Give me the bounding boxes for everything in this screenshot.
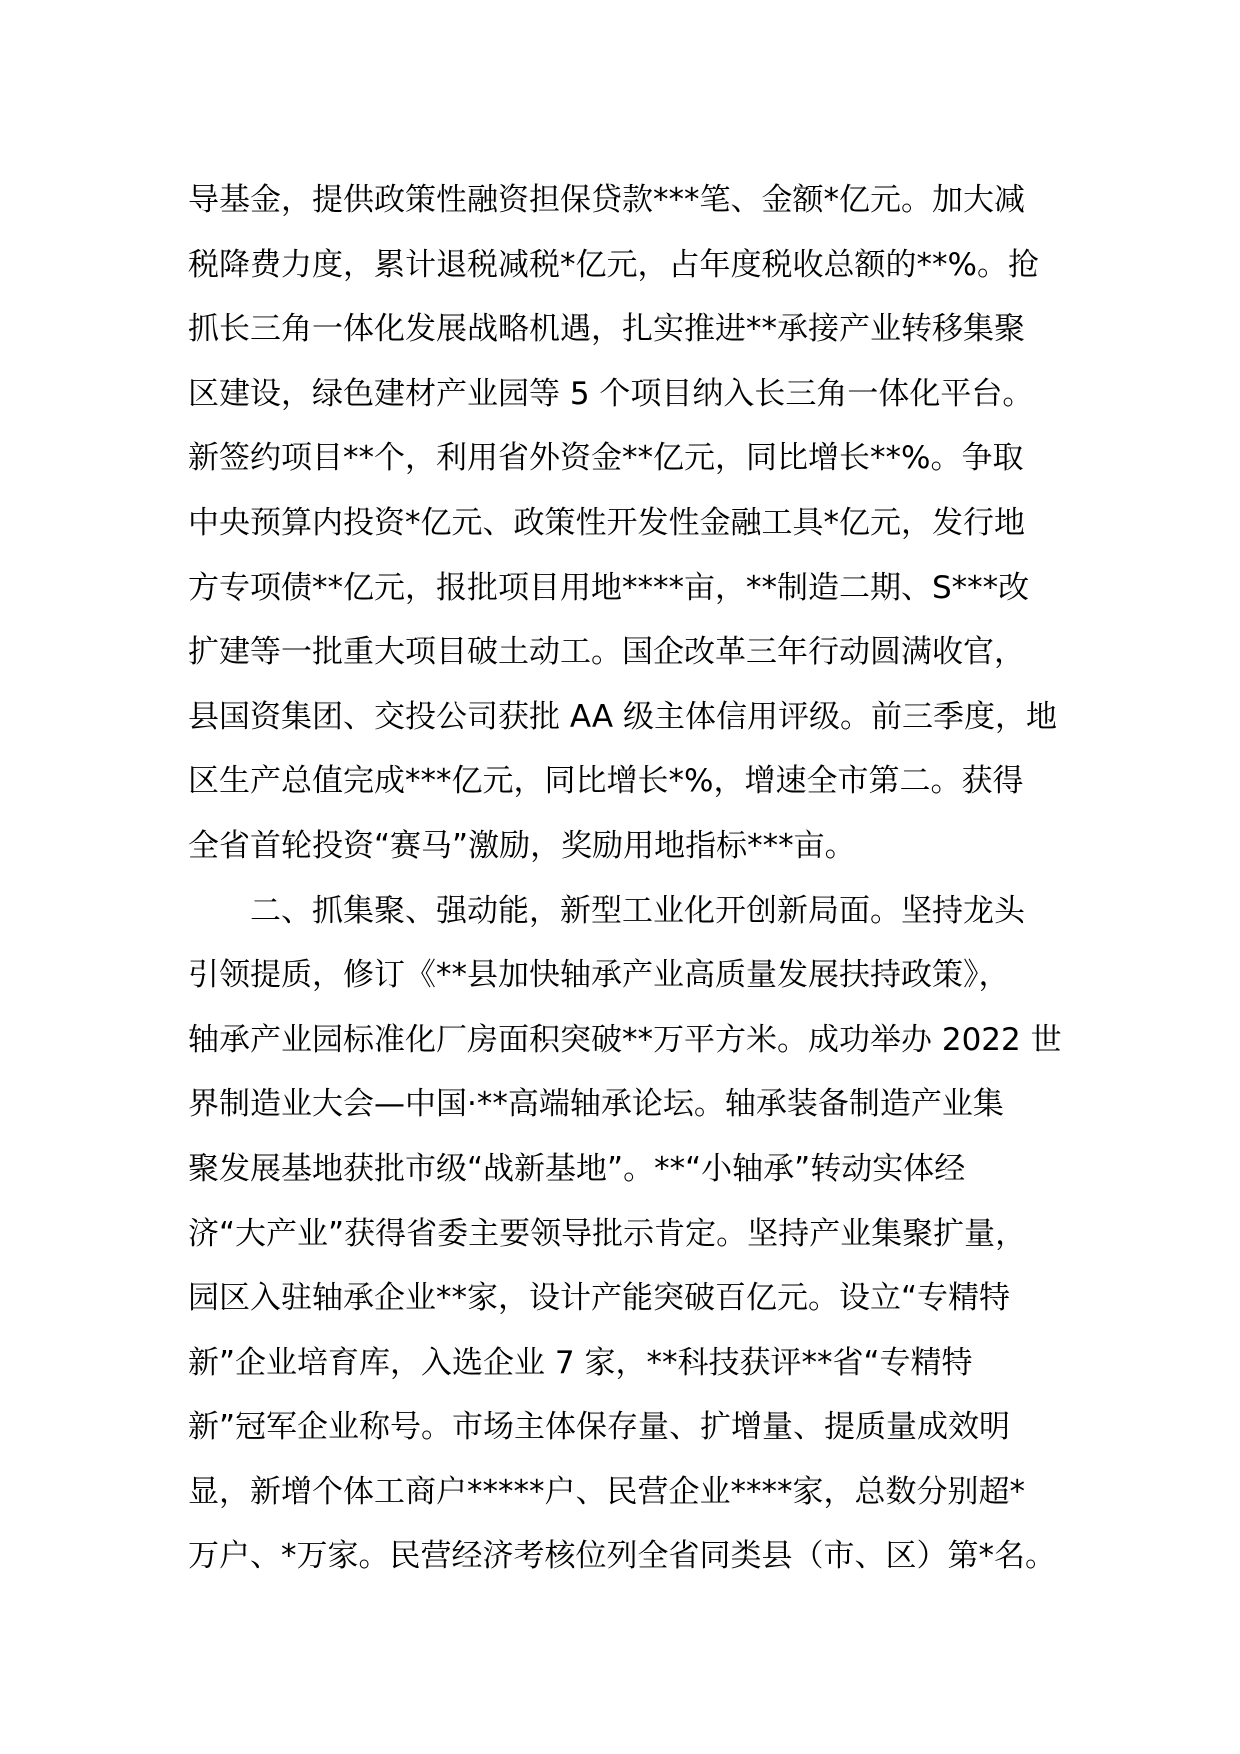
text-line: 全省首轮投资“赛马”激励，奖励用地指标***亩。: [188, 827, 856, 864]
text-line: 区生产总值完成***亿元，同比增长*%，增速全市第二。获得: [188, 763, 1024, 800]
text-line: 轴承产业园标准化厂房面积突破**万平方米。成功举办 2022 世: [188, 1021, 1062, 1058]
section-heading-line: 二、抓集聚、强动能，新型工业化开创新局面。坚持龙头: [250, 892, 1025, 929]
text-line: 显，新增个体工商户*****户、民营企业****家，总数分别超*: [188, 1473, 1025, 1510]
text-line: 新”企业培育库，入选企业 7 家，**科技获评**省“专精特: [188, 1344, 973, 1381]
text-line: 导基金，提供政策性融资担保贷款***笔、金额*亿元。加大减: [188, 182, 1025, 218]
text-line: 万户、*万家。民营经济考核位列全省同类县（市、区）第*名。: [188, 1538, 1056, 1575]
body-text: [188, 168, 1088, 1589]
text-line: 聚发展基地获批市级“战新基地”。**“小轴承”转动实体经: [188, 1150, 966, 1187]
text-line: 扩建等一批重大项目破土动工。国企改革三年行动圆满收官，: [188, 634, 1025, 671]
text-line: 中央预算内投资*亿元、政策性开发性金融工具*亿元，发行地: [188, 504, 1025, 541]
text-line: 新”冠军企业称号。市场主体保存量、扩增量、提质量成效明: [188, 1409, 1011, 1446]
text-line: 界制造业大会—中国·**高端轴承论坛。轴承装备制造产业集: [188, 1086, 1004, 1123]
text-line: 方专项债**亿元，报批项目用地****亩，**制造二期、S***改: [188, 569, 1030, 606]
text-line: 抓长三角一体化发展战略机遇，扎实推进**承接产业转移集聚: [188, 311, 1025, 348]
text-line: 税降费力度，累计退税减税*亿元，占年度税收总额的**%。抢: [188, 246, 1039, 283]
text-line: 济“大产业”获得省委主要领导批示肯定。坚持产业集聚扩量，: [188, 1215, 1027, 1252]
text-line: 园区入驻轴承企业**家，设计产能突破百亿元。设立“专精特: [188, 1280, 1011, 1317]
text-line: 区建设，绿色建材产业园等 5 个项目纳入长三角一体化平台。: [188, 375, 1034, 412]
text-line: 县国资集团、交投公司获批 AA 级主体信用评级。前三季度，地: [188, 698, 1057, 735]
text-line: 引领提质，修订《**县加快轴承产业高质量发展扶持政策》，: [188, 957, 1010, 994]
text-line: 新签约项目**个，利用省外资金**亿元，同比增长**%。争取: [188, 440, 1024, 477]
